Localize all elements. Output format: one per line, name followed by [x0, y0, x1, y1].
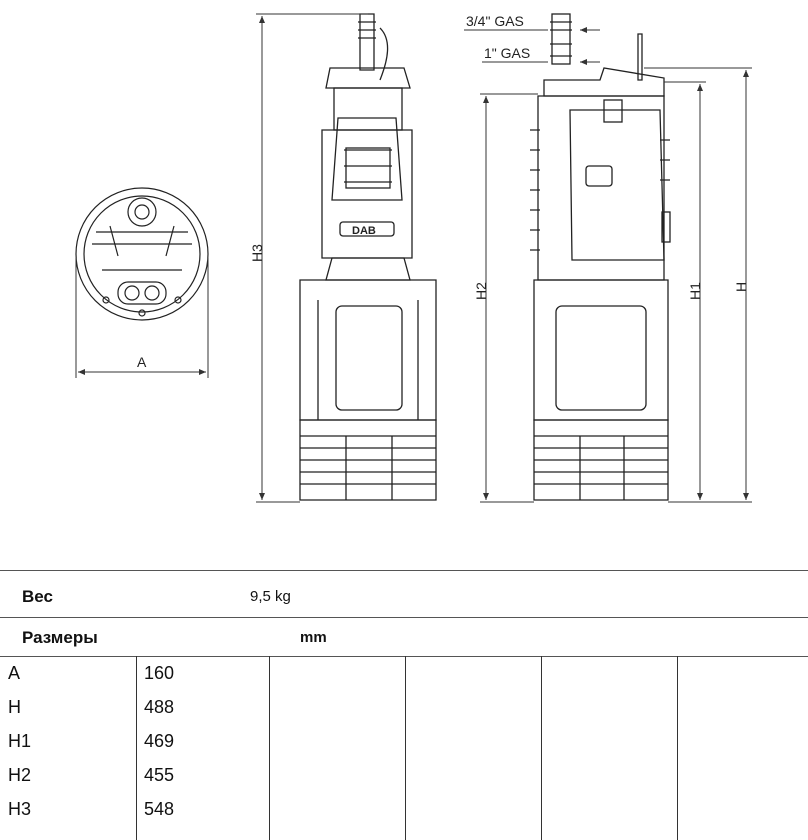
dim-value: 455: [144, 764, 175, 785]
dim-name: A: [8, 662, 21, 683]
gas-label-3-4: 3/4" GAS: [466, 13, 524, 29]
table-row: [0, 724, 808, 758]
weight-label: Вес: [22, 587, 53, 606]
dimension-h-lines: [480, 68, 752, 502]
table-row: [0, 690, 808, 724]
table-row: [0, 656, 808, 690]
dimension-h3-label: H3: [249, 244, 265, 262]
dim-name: H2: [8, 764, 32, 785]
brand-logo: DAB: [352, 225, 376, 237]
spec-top-rule: [0, 570, 808, 571]
table-row: [0, 792, 808, 826]
gas-label-1: 1" GAS: [484, 45, 531, 61]
dim-value: 469: [144, 730, 175, 751]
dimension-a-label: A: [137, 354, 147, 370]
dim-name: H1: [8, 730, 32, 751]
dimensions-table: [0, 656, 808, 826]
weight-value: 9,5 kg: [250, 588, 291, 605]
pump-front-view: [300, 14, 436, 500]
dim-name: H3: [8, 798, 32, 819]
dimension-h1-label: H1: [687, 282, 703, 300]
dim-value: 160: [144, 662, 175, 683]
pump-top-view: [76, 188, 208, 320]
dim-name: H: [8, 696, 21, 717]
dim-value: 548: [144, 798, 175, 819]
table-row: [0, 758, 808, 792]
dimensions-unit: mm: [300, 629, 327, 646]
pump-side-view: [530, 14, 670, 500]
dim-value: 488: [144, 696, 175, 717]
spec-mid-rule: [0, 617, 808, 618]
dimension-h-label: H: [733, 281, 749, 292]
dimensions-label: Размеры: [22, 628, 98, 647]
dimension-h2-label: H2: [473, 282, 489, 300]
